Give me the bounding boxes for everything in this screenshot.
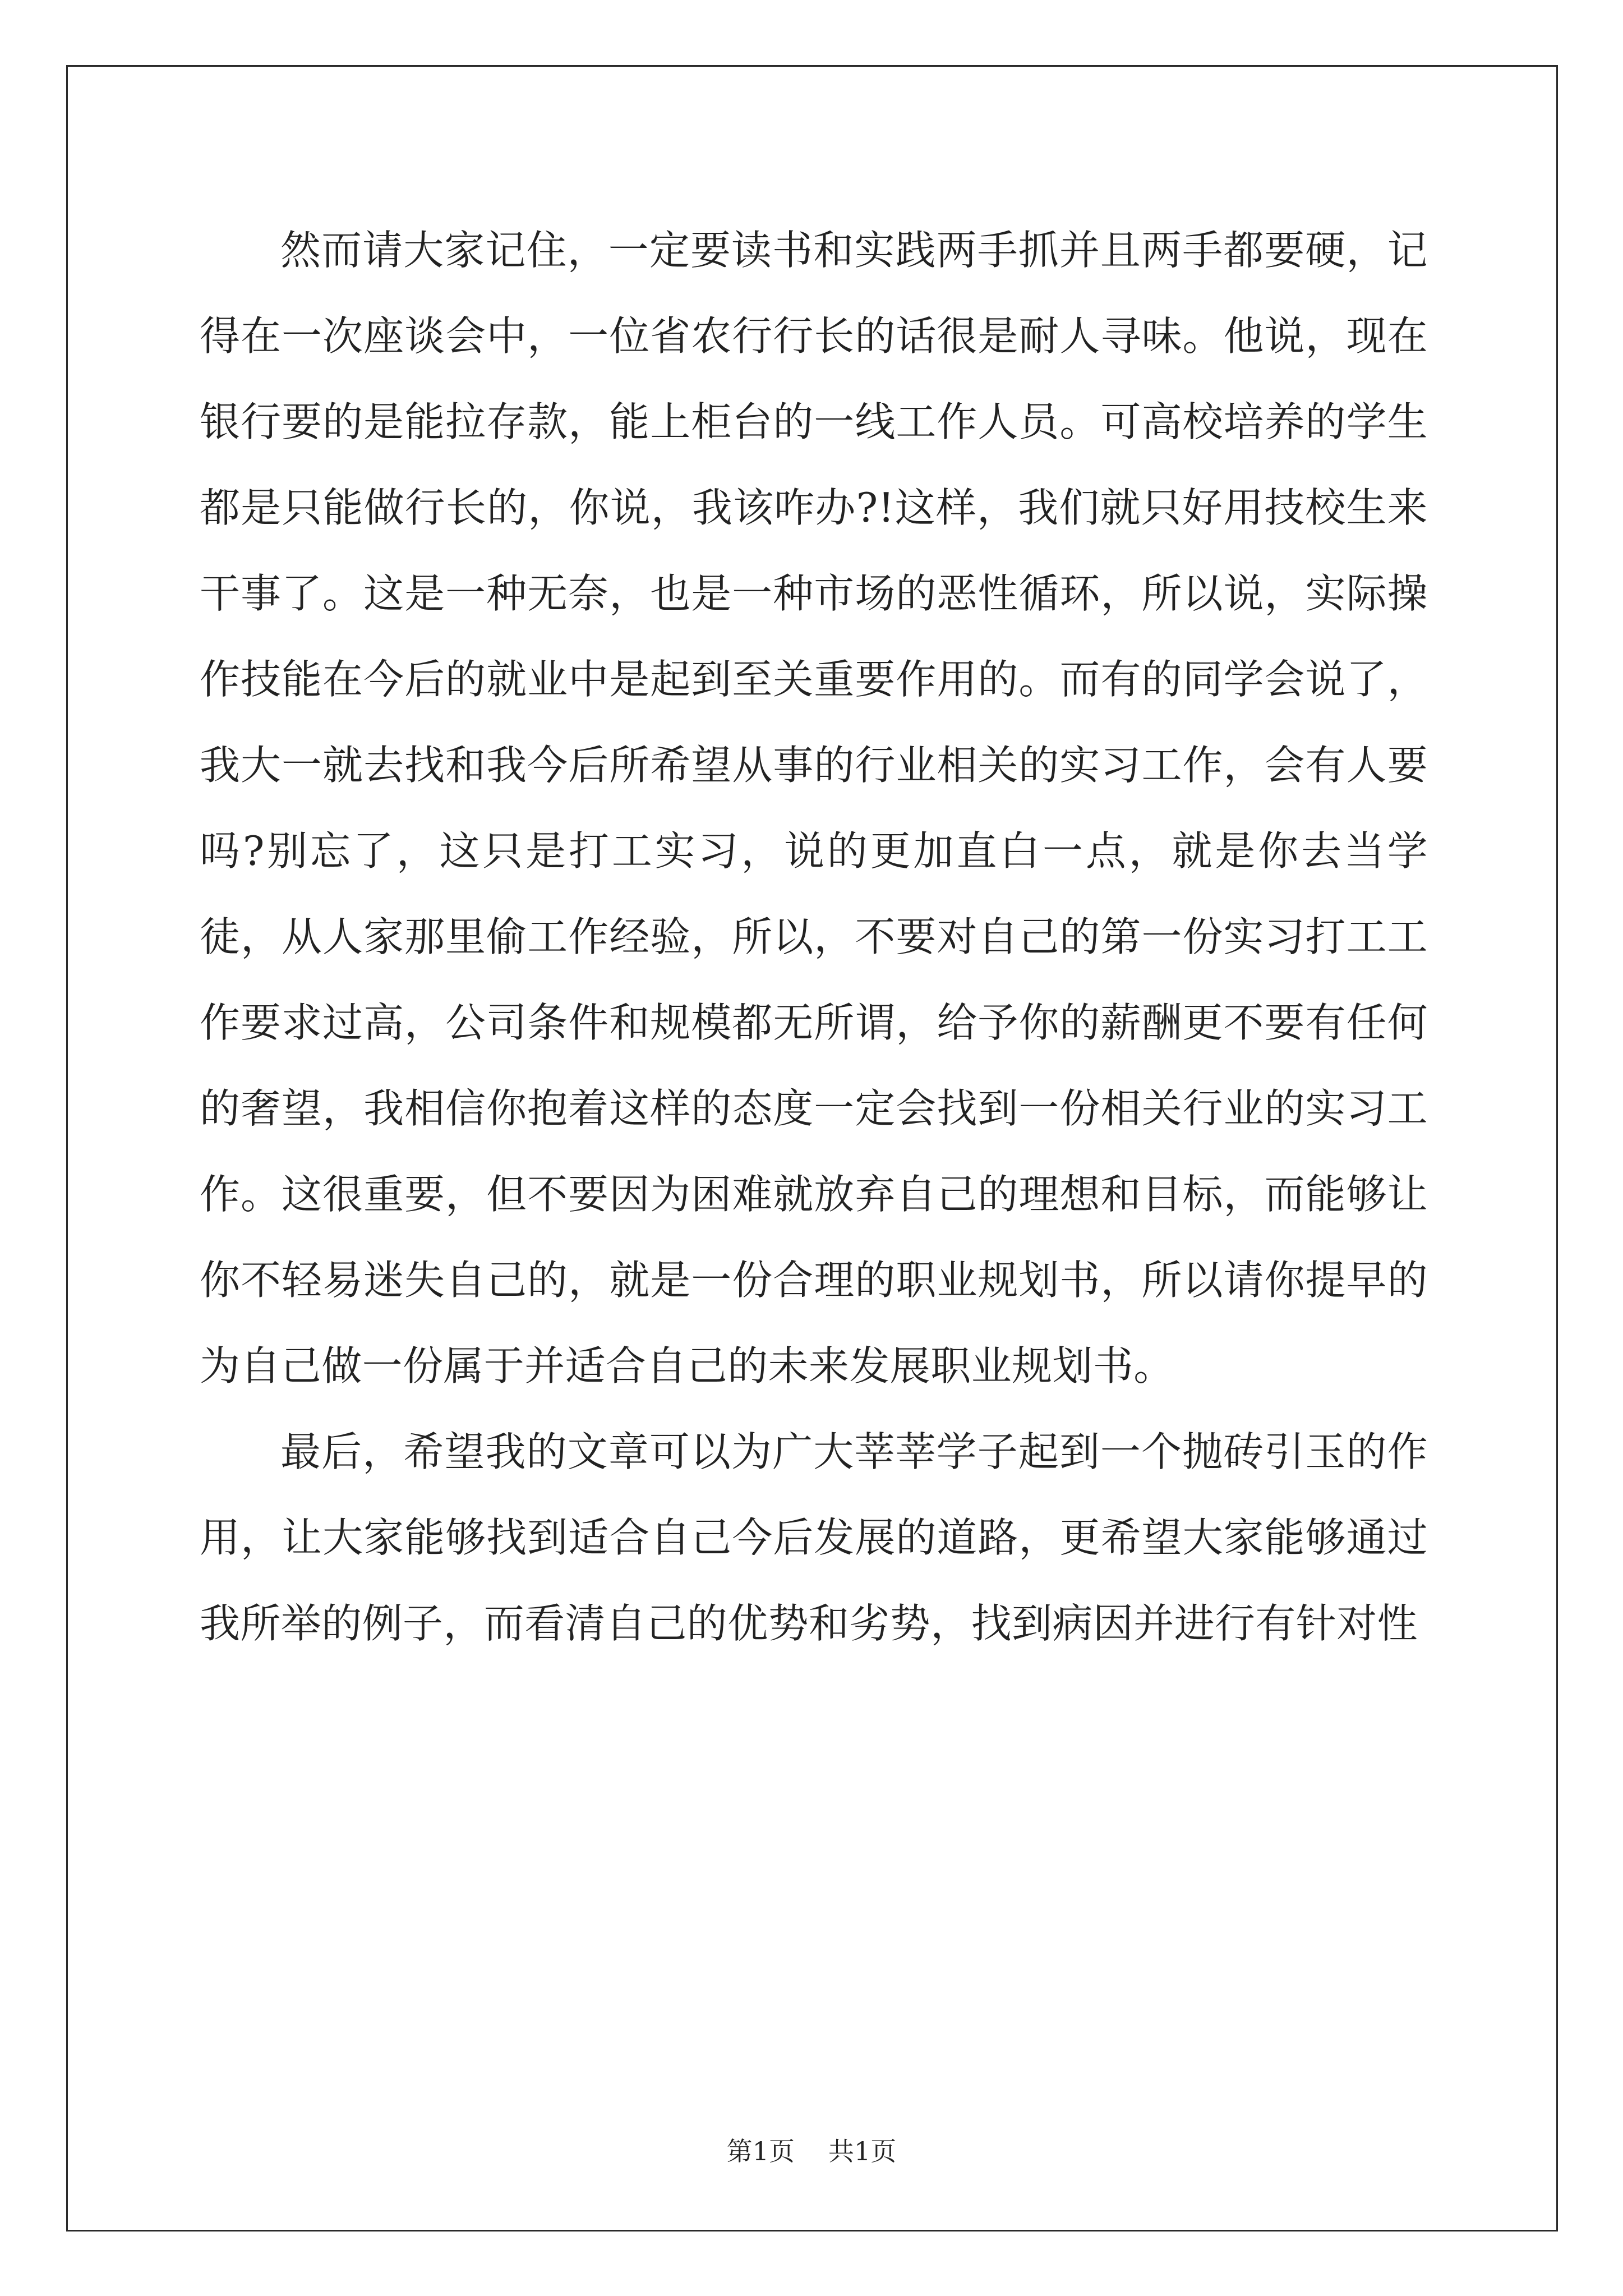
page-number: 第1页 bbox=[726, 2136, 795, 2166]
paragraph-1: 然而请大家记住，一定要读书和实践两手抓并且两手都要硬，记得在一次座谈会中，一位省农行行长的话很是耐人寻味。他说，现在银行要的是能拉存款，能上柜台的一线工作人员。可高校培养的学生都是只能做行长的，你说，我该咋办?!这样，我们就只好用技校生来干事了。这是一种无奈，也是一种市场的恶性循环，所以说，实际操作技能在今后的就业中是起到至关重要作用的。而有的同学会说了，我大一就去找和我今后所希望从事的行业相关的实习工作，会有人要吗?别忘了，这只是打工实习，说的更加直白一点，就是你去当学徒，从人家那里偷工作经验，所以，不要对自己的第一份实习打工工作要求过高，公司条件和规模都无所谓，给予你的薪酬更不要有任何的奢望，我相信你抱着这样的态度一定会找到一份相关行业的实习工作。这很重要，但不要因为困难就放弃自己的理想和目标，而能够让你不轻易迷失自己的，就是一份合理的职业规划书，所以请你提早的为自己做一份属于并适合自己的未来发展职业规划书。 bbox=[200, 227, 1428, 1389]
page-total: 共1页 bbox=[828, 2136, 897, 2166]
document-body bbox=[200, 208, 1428, 1667]
page-footer bbox=[0, 2134, 1623, 2168]
paragraph-2: 最后，希望我的文章可以为广大莘莘学子起到一个抛砖引玉的作用，让大家能够找到适合自己今后发展的道路，更希望大家能够通过我所举的例子，而看清自己的优势和劣势，找到病因并进行有针对性 bbox=[200, 1428, 1428, 1647]
